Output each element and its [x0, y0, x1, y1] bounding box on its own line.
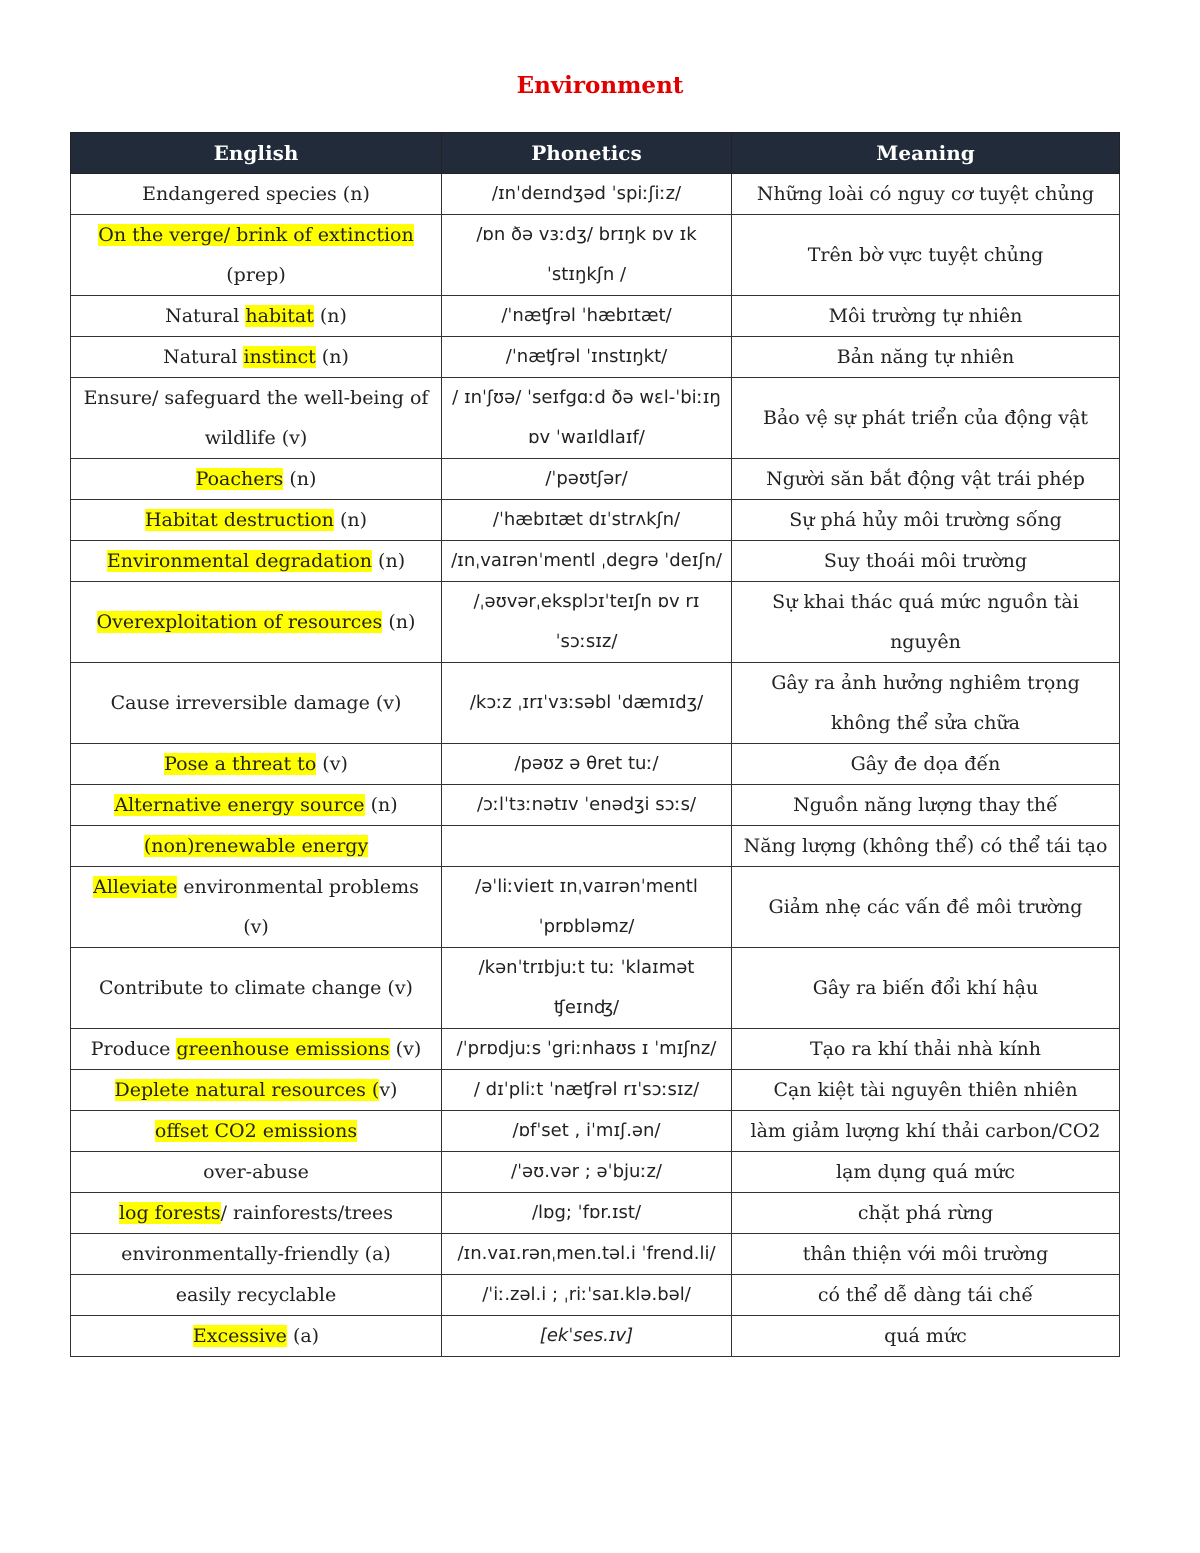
meaning-cell: Suy thoái môi trường [732, 541, 1120, 582]
term-text: (prep) [226, 264, 286, 286]
english-cell [71, 174, 442, 215]
term-highlight: Alleviate [93, 876, 178, 898]
table-row [71, 948, 1120, 1029]
term-text: (n) [333, 509, 368, 531]
meaning-cell: Gây ra biến đổi khí hậu [732, 948, 1120, 1029]
meaning-cell: Gây ra ảnh hưởng nghiêm trọng không thể sửa chữa [732, 663, 1120, 744]
term-text: environmentally-friendly (a) [121, 1243, 391, 1265]
term-text: Natural [163, 346, 244, 368]
table-row [71, 1070, 1120, 1111]
term-highlight: Excessive [192, 1325, 287, 1347]
english-cell [71, 459, 442, 500]
term-text: (n) [315, 346, 349, 368]
phonetics-cell: /pəʊz ə θret tuː/ [442, 744, 732, 785]
term-text: (n) [372, 550, 406, 572]
term-text: (n) [382, 611, 416, 633]
term-text: / rainforests/trees [220, 1202, 394, 1224]
table-header-row [71, 133, 1120, 174]
english-cell [71, 500, 442, 541]
term-text: (v) [389, 1038, 422, 1060]
table-row [71, 1193, 1120, 1234]
table-row [71, 500, 1120, 541]
header-english: English [71, 133, 442, 174]
term-highlight: habitat [245, 305, 314, 327]
english-cell [71, 948, 442, 1029]
english-cell [71, 663, 442, 744]
table-row [71, 1234, 1120, 1275]
phonetics-cell: /ɪnˈdeɪndʒəd ˈspiːʃiːz/ [442, 174, 732, 215]
term-highlight: Environmental degradation [106, 550, 372, 572]
english-cell [71, 1111, 442, 1152]
phonetics-cell: /ˈpəʊtʃər/ [442, 459, 732, 500]
english-cell [71, 1152, 442, 1193]
phonetics-cell: /ˈhæbɪtæt dɪˈstrʌkʃn/ [442, 500, 732, 541]
term-text: (n) [283, 468, 317, 490]
term-highlight: instinct [243, 346, 316, 368]
phonetics-cell: / ɪnˈʃʊə/ ˈseɪfgɑːd ðə wɛl-ˈbiːɪŋ ɒv ˈwaɪldlaɪf/ [442, 378, 732, 459]
phonetics-cell: /ˈprɒdjuːs ˈgriːnhaʊs ɪ ˈmɪʃnz/ [442, 1029, 732, 1070]
table-row [71, 1275, 1120, 1316]
table-row [71, 1152, 1120, 1193]
phonetics-cell: [ekˈses.ɪv] [442, 1316, 732, 1357]
meaning-cell: Sự khai thác quá mức nguồn tài nguyên [732, 582, 1120, 663]
table-row [71, 174, 1120, 215]
table-row [71, 582, 1120, 663]
english-cell [71, 1275, 442, 1316]
term-highlight: offset CO2 emissions [154, 1120, 358, 1142]
table-row [71, 785, 1120, 826]
meaning-cell: lạm dụng quá mức [732, 1152, 1120, 1193]
meaning-cell: làm giảm lượng khí thải carbon/CO2 [732, 1111, 1120, 1152]
term-highlight: Pose a threat to [164, 753, 317, 775]
table-row [71, 1316, 1120, 1357]
term-text: easily recyclable [175, 1284, 337, 1306]
phonetics-cell: /kənˈtrɪbjuːt tuː ˈklaɪmət ʧeɪnʤ/ [442, 948, 732, 1029]
phonetics-cell: /ɒfˈset , iˈmɪʃ.ən/ [442, 1111, 732, 1152]
phonetics-cell [442, 826, 732, 867]
term-highlight: Poachers [195, 468, 284, 490]
meaning-cell: quá mức [732, 1316, 1120, 1357]
phonetics-cell: /ɒn ðə vɜːdʒ/ brɪŋk ɒv ɪk ˈstɪŋkʃn / [442, 215, 732, 296]
phonetics-cell: /kɔːz ˌɪrɪˈvɜːsəbl ˈdæmɪdʒ/ [442, 663, 732, 744]
phonetics-cell: /ɪnˌvaɪrənˈmentl ˌdegrə ˈdeɪʃn/ [442, 541, 732, 582]
table-row [71, 337, 1120, 378]
english-cell [71, 1316, 442, 1357]
english-cell [71, 1070, 442, 1111]
term-highlight: (non)renewable energy [143, 835, 369, 857]
phonetics-cell: /ˈiː.zəl.i ; ˌriːˈsaɪ.klə.bəl/ [442, 1275, 732, 1316]
term-text: Natural [165, 305, 246, 327]
english-cell [71, 785, 442, 826]
meaning-cell: Bản năng tự nhiên [732, 337, 1120, 378]
meaning-cell: Trên bờ vực tuyệt chủng [732, 215, 1120, 296]
phonetics-cell: / dɪˈpliːt ˈnæʧrəl rɪˈsɔːsɪz/ [442, 1070, 732, 1111]
meaning-cell: Môi trường tự nhiên [732, 296, 1120, 337]
term-text: Ensure/ safeguard the well-being of wildlife (v) [83, 387, 429, 449]
phonetics-cell: /ˈnæʧrəl ˈhæbɪtæt/ [442, 296, 732, 337]
table-row [71, 867, 1120, 948]
term-highlight: Alternative energy source [114, 794, 365, 816]
phonetics-cell: /lɒg; ˈfɒr.ɪst/ [442, 1193, 732, 1234]
header-meaning: Meaning [732, 133, 1120, 174]
english-cell [71, 582, 442, 663]
vocabulary-table [70, 132, 1120, 1357]
english-cell [71, 826, 442, 867]
term-highlight: greenhouse emissions [176, 1038, 390, 1060]
term-text: Produce [90, 1038, 177, 1060]
english-cell [71, 296, 442, 337]
term-text: environmental problems (v) [177, 876, 419, 938]
meaning-cell: Người săn bắt động vật trái phép [732, 459, 1120, 500]
english-cell [71, 337, 442, 378]
term-text: (a) [286, 1325, 320, 1347]
english-cell [71, 1234, 442, 1275]
phonetics-cell: /ɪn.vaɪ.rənˌmen.təl.i ˈfrend.li/ [442, 1234, 732, 1275]
meaning-cell: Bảo vệ sự phát triển của động vật [732, 378, 1120, 459]
english-cell [71, 215, 442, 296]
table-row [71, 1111, 1120, 1152]
english-cell [71, 867, 442, 948]
table-row [71, 378, 1120, 459]
term-text: Endangered species (n) [142, 183, 370, 205]
phonetics-cell: /əˈliːvieɪt ɪnˌvaɪrənˈmentl ˈprɒbləmz/ [442, 867, 732, 948]
term-text: v) [379, 1079, 398, 1101]
table-row [71, 744, 1120, 785]
term-text: over-abuse [203, 1161, 309, 1183]
english-cell [71, 378, 442, 459]
english-cell [71, 1193, 442, 1234]
term-highlight: On the verge/ brink of extinction [98, 224, 414, 246]
term-highlight: Overexploitation of resources [96, 611, 383, 633]
table-row [71, 663, 1120, 744]
meaning-cell: Cạn kiệt tài nguyên thiên nhiên [732, 1070, 1120, 1111]
table-row [71, 826, 1120, 867]
meaning-cell: Năng lượng (không thể) có thể tái tạo [732, 826, 1120, 867]
english-cell [71, 541, 442, 582]
term-highlight: Habitat destruction [144, 509, 334, 531]
phonetics-cell: /ɔːlˈtɜːnətɪv ˈenədʒi sɔːs/ [442, 785, 732, 826]
phonetics-cell: /ˈəʊ.vər ; əˈbjuːz/ [442, 1152, 732, 1193]
meaning-cell: Sự phá hủy môi trường sống [732, 500, 1120, 541]
term-text: (n) [313, 305, 347, 327]
table-row [71, 296, 1120, 337]
meaning-cell: có thể dễ dàng tái chế [732, 1275, 1120, 1316]
header-phonetics: Phonetics [442, 133, 732, 174]
meaning-cell: thân thiện với môi trường [732, 1234, 1120, 1275]
table-row [71, 1029, 1120, 1070]
phonetics-cell: /ˈnæʧrəl ˈɪnstɪŋkt/ [442, 337, 732, 378]
meaning-cell: Tạo ra khí thải nhà kính [732, 1029, 1120, 1070]
term-text: Cause irreversible damage (v) [110, 692, 402, 714]
meaning-cell: Gây đe dọa đến [732, 744, 1120, 785]
term-highlight: log forests [118, 1202, 221, 1224]
term-text: (v) [316, 753, 348, 775]
table-row [71, 459, 1120, 500]
table-row [71, 541, 1120, 582]
meaning-cell: chặt phá rừng [732, 1193, 1120, 1234]
phonetics-cell: /ˌəʊvərˌeksplɔɪˈteɪʃn ɒv rɪ ˈsɔːsɪz/ [442, 582, 732, 663]
term-text: (n) [364, 794, 398, 816]
term-highlight: Deplete natural resources ( [114, 1079, 380, 1101]
english-cell [71, 1029, 442, 1070]
term-text: Contribute to climate change (v) [99, 977, 413, 999]
table-row [71, 215, 1120, 296]
meaning-cell: Nguồn năng lượng thay thế [732, 785, 1120, 826]
meaning-cell: Giảm nhẹ các vấn đề môi trường [732, 867, 1120, 948]
document-title: Environment [516, 72, 684, 99]
meaning-cell: Những loài có nguy cơ tuyệt chủng [732, 174, 1120, 215]
english-cell [71, 744, 442, 785]
